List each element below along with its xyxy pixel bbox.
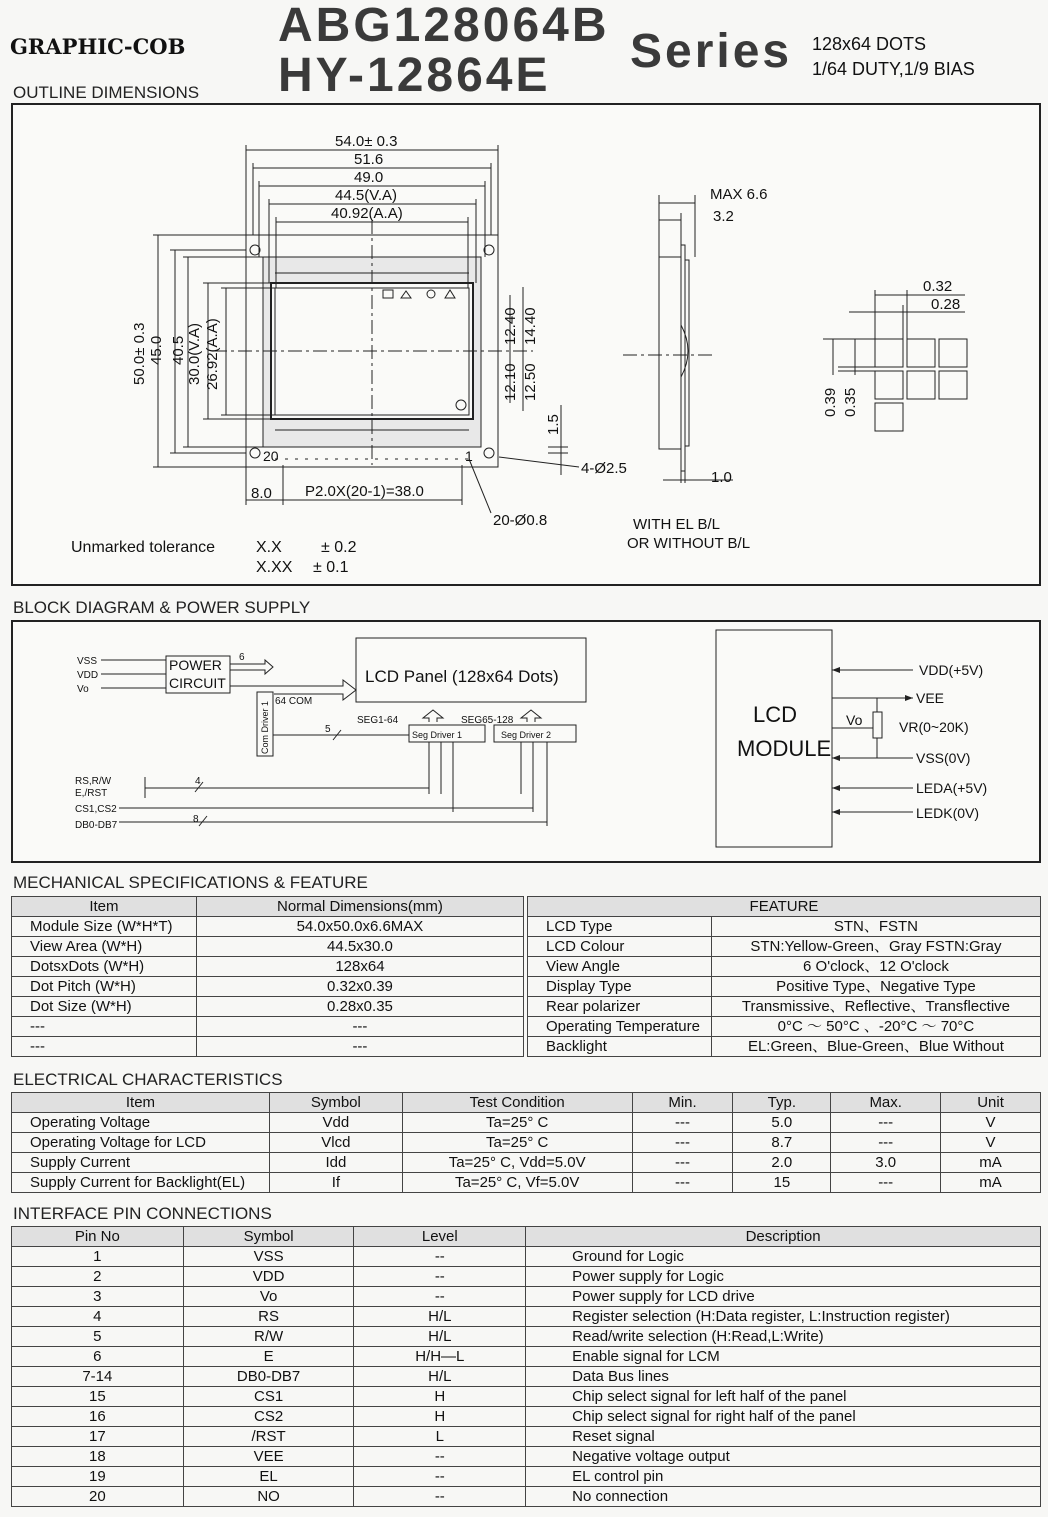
dim-12-10: 12.10	[502, 363, 519, 401]
elec-cell: 15	[733, 1173, 831, 1193]
iface-cell: DB0-DB7	[183, 1367, 354, 1387]
feature-cell: 0°C ～ 50°C 、-20°C ～ 70°C	[711, 1017, 1040, 1037]
power-vee-label: VEE	[916, 690, 945, 706]
elec-cell: Operating Voltage for LCD	[12, 1133, 270, 1153]
power-ledk-label: LEDK(0V)	[916, 805, 980, 821]
table-header-row	[12, 1227, 1041, 1247]
iface-cell: 2	[12, 1267, 184, 1287]
pin-rsrw-label: RS,R/W	[75, 776, 112, 787]
series-label: Series	[630, 25, 793, 78]
seg-driver-1-label: Seg Driver 1	[412, 730, 463, 740]
mech-cell: DotsxDots (W*H)	[12, 957, 197, 977]
iface-cell: --	[354, 1267, 526, 1287]
iface-cell: 18	[12, 1447, 184, 1467]
block-diagram	[13, 622, 1039, 861]
table-row	[12, 1307, 1041, 1327]
mech-cell: View Area (W*H)	[12, 937, 197, 957]
elec-cell: ---	[632, 1153, 733, 1173]
section-title-elec: ELECTRICAL CHARACTERISTICS	[13, 1070, 283, 1089]
mech-cell: Dot Pitch (W*H)	[12, 977, 197, 997]
elec-cell: V	[941, 1133, 1041, 1153]
feature-table	[527, 896, 1041, 1057]
table-row	[12, 977, 524, 997]
table-header-row	[12, 897, 524, 917]
iface-cell: Reset signal	[526, 1427, 1041, 1447]
elec-cell: If	[269, 1173, 402, 1193]
iface-cell: Data Bus lines	[526, 1367, 1041, 1387]
elec-cell: ---	[632, 1133, 733, 1153]
table-row	[12, 1113, 1041, 1133]
dim-width-44: 44.5(V.A)	[335, 187, 397, 204]
mech-cell: 0.32x0.39	[196, 977, 523, 997]
tolerance-label: Unmarked tolerance	[71, 539, 216, 556]
tolerance-xxx-value: ± 0.1	[313, 559, 349, 576]
dim-8-0: 8.0	[251, 485, 272, 502]
iface-cell: CS2	[183, 1407, 354, 1427]
elec-cell: 3.0	[831, 1153, 941, 1173]
feature-cell: Operating Temperature	[528, 1017, 712, 1037]
iface-cell: /RST	[183, 1427, 354, 1447]
brand-name: GRAPHIC-COB	[10, 34, 186, 59]
mech-cell: 54.0x50.0x6.6MAX	[196, 917, 523, 937]
elec-cell: ---	[831, 1173, 941, 1193]
iface-cell: L	[354, 1427, 526, 1447]
elec-cell: mA	[941, 1173, 1041, 1193]
mech-cell: Module Size (W*H*T)	[12, 917, 197, 937]
lcd-panel-label: LCD Panel (128x64 Dots)	[365, 667, 559, 686]
pin-erst-label: E,/RST	[75, 788, 108, 799]
power-leda-label: LEDA(+5V)	[916, 780, 988, 796]
mech-cell: 128x64	[196, 957, 523, 977]
table-row	[12, 1267, 1041, 1287]
lcd-module-label-2: MODULE	[737, 736, 832, 761]
feature-header: FEATURE	[528, 897, 1041, 917]
tolerance-xxx: X.XX	[256, 559, 293, 576]
feature-cell: 6 O'clock、12 O'clock	[711, 957, 1040, 977]
iface-header-cell: Symbol	[183, 1227, 354, 1247]
feature-cell: LCD Colour	[528, 937, 712, 957]
bus-4-label: 4	[195, 776, 201, 787]
dim-dot-0-28: 0.28	[931, 296, 961, 313]
elec-header-cell: Unit	[941, 1093, 1041, 1113]
spec-dots: 128x64 DOTS	[812, 34, 927, 54]
table-row	[12, 1153, 1041, 1173]
iface-cell: 16	[12, 1407, 184, 1427]
el-note-2: OR WITHOUT B/L	[627, 535, 751, 552]
table-row	[528, 1017, 1041, 1037]
feature-cell: Backlight	[528, 1037, 712, 1057]
power-vss-label: VSS(0V)	[916, 750, 971, 766]
dim-pins: 20-Ø0.8	[493, 512, 548, 529]
elec-header-cell: Test Condition	[402, 1093, 632, 1113]
iface-cell: Register selection (H:Data register, L:Instruction register)	[526, 1307, 1041, 1327]
dim-pitch: P2.0X(20-1)=38.0	[305, 483, 424, 500]
dim-height-26: 26.92(A.A)	[204, 318, 221, 390]
table-row	[528, 1037, 1041, 1057]
elec-cell: Supply Current for Backlight(EL)	[12, 1173, 270, 1193]
table-row	[528, 977, 1041, 997]
pin-vo-label: Vo	[77, 684, 89, 695]
iface-cell: 7-14	[12, 1367, 184, 1387]
iface-cell: CS1	[183, 1387, 354, 1407]
dim-height-45: 45.0	[148, 335, 165, 365]
dim-width-51: 51.6	[354, 151, 384, 168]
elec-cell: Ta=25° C, Vf=5.0V	[402, 1173, 632, 1193]
dim-12-50: 12.50	[522, 363, 539, 401]
elec-cell: Vlcd	[269, 1133, 402, 1153]
iface-cell: 17	[12, 1427, 184, 1447]
table-row	[528, 997, 1041, 1017]
section-title-block: BLOCK DIAGRAM & POWER SUPPLY	[13, 598, 311, 617]
table-row	[12, 1407, 1041, 1427]
elec-cell: ---	[831, 1133, 941, 1153]
elec-cell: Ta=25° C, Vdd=5.0V	[402, 1153, 632, 1173]
feature-cell: STN、FSTN	[711, 917, 1040, 937]
table-row	[12, 917, 524, 937]
iface-cell: 4	[12, 1307, 184, 1327]
table-row	[12, 997, 524, 1017]
power-vo-label: Vo	[846, 712, 863, 728]
seg-driver-2-label: Seg Driver 2	[501, 730, 552, 740]
elec-cell: Supply Current	[12, 1153, 270, 1173]
iface-cell: VDD	[183, 1267, 354, 1287]
mech-header-item: Item	[12, 897, 197, 917]
el-note-1: WITH EL B/L	[633, 516, 720, 533]
dim-1-5: 1.5	[545, 414, 562, 435]
dim-dot-0-39: 0.39	[822, 387, 839, 417]
section-title-outline: OUTLINE DIMENSIONS	[13, 83, 200, 102]
mech-cell: ---	[196, 1017, 523, 1037]
seg-1-64-label: SEG1-64	[357, 715, 399, 726]
dim-holes: 4-Ø2.5	[581, 460, 627, 477]
pin-20-label: 20	[263, 448, 279, 464]
elec-header-cell: Min.	[632, 1093, 733, 1113]
iface-cell: Enable signal for LCM	[526, 1347, 1041, 1367]
iface-header-cell: Description	[526, 1227, 1041, 1247]
iface-cell: EL	[183, 1467, 354, 1487]
feature-cell: Display Type	[528, 977, 712, 997]
table-row	[12, 957, 524, 977]
table-row	[12, 1447, 1041, 1467]
table-row	[12, 1173, 1041, 1193]
mechanical-spec-table	[11, 896, 524, 1057]
iface-cell: H/L	[354, 1327, 526, 1347]
table-row	[12, 1133, 1041, 1153]
table-row	[528, 957, 1041, 977]
mech-cell: Dot Size (W*H)	[12, 997, 197, 1017]
elec-cell: ---	[632, 1173, 733, 1193]
iface-cell: H/H—L	[354, 1347, 526, 1367]
dim-1-0: 1.0	[711, 469, 732, 486]
iface-cell: 1	[12, 1247, 184, 1267]
bus-6-label: 6	[239, 652, 245, 663]
elec-cell: ---	[632, 1113, 733, 1133]
table-row	[12, 1347, 1041, 1367]
iface-cell: --	[354, 1487, 526, 1507]
interface-pin-table	[11, 1226, 1041, 1507]
bus-8-label: 8	[193, 814, 199, 825]
iface-cell: 15	[12, 1387, 184, 1407]
iface-cell: VEE	[183, 1447, 354, 1467]
mech-cell: ---	[12, 1037, 197, 1057]
section-title-iface: INTERFACE PIN CONNECTIONS	[13, 1204, 272, 1223]
iface-cell: E	[183, 1347, 354, 1367]
elec-header-cell: Item	[12, 1093, 270, 1113]
elec-cell: Vdd	[269, 1113, 402, 1133]
iface-cell: Chip select signal for right half of the panel	[526, 1407, 1041, 1427]
mech-header-dimensions: Normal Dimensions(mm)	[196, 897, 523, 917]
power-circuit-label-2: CIRCUIT	[169, 675, 226, 691]
bus-5-label: 5	[325, 724, 331, 735]
table-row	[12, 1367, 1041, 1387]
table-row	[12, 1487, 1041, 1507]
table-row	[528, 937, 1041, 957]
dim-width-49: 49.0	[354, 169, 384, 186]
dim-width-54: 54.0± 0.3	[335, 133, 398, 150]
table-row	[12, 1327, 1041, 1347]
feature-cell: Transmissive、Reflective、Transflective	[711, 997, 1040, 1017]
elec-cell: 2.0	[733, 1153, 831, 1173]
pin-vdd-label: VDD	[77, 670, 99, 681]
iface-cell: H/L	[354, 1367, 526, 1387]
outline-drawing	[13, 105, 1039, 584]
dim-dot-0-35: 0.35	[842, 387, 859, 417]
table-row	[12, 1037, 524, 1057]
iface-cell: H/L	[354, 1307, 526, 1327]
iface-header-cell: Level	[354, 1227, 526, 1247]
elec-cell: Ta=25° C	[402, 1133, 632, 1153]
elec-cell: Ta=25° C	[402, 1113, 632, 1133]
iface-cell: R/W	[183, 1327, 354, 1347]
iface-cell: VSS	[183, 1247, 354, 1267]
iface-cell: H	[354, 1387, 526, 1407]
seg-65-128-label: SEG65-128	[461, 715, 514, 726]
feature-cell: LCD Type	[528, 917, 712, 937]
dim-max-6-6: MAX 6.6	[710, 186, 768, 203]
mech-cell: ---	[196, 1037, 523, 1057]
elec-cell: ---	[831, 1113, 941, 1133]
model-number-2: HY-12864E	[278, 49, 551, 102]
elec-cell: Operating Voltage	[12, 1113, 270, 1133]
power-circuit-label-1: POWER	[169, 657, 222, 673]
mech-cell: ---	[12, 1017, 197, 1037]
dim-dot-0-32: 0.32	[923, 278, 953, 295]
spec-duty: 1/64 DUTY,1/9 BIAS	[812, 59, 975, 79]
iface-cell: Power supply for Logic	[526, 1267, 1041, 1287]
block-diagram-frame	[11, 620, 1041, 863]
iface-cell: NO	[183, 1487, 354, 1507]
feature-cell: Rear polarizer	[528, 997, 712, 1017]
elec-header-cell: Symbol	[269, 1093, 402, 1113]
model-number-1: ABG128064B	[278, 0, 610, 52]
elec-header-cell: Typ.	[733, 1093, 831, 1113]
outline-drawing-frame	[11, 103, 1041, 586]
power-vr-label: VR(0~20K)	[899, 719, 969, 735]
section-title-mech: MECHANICAL SPECIFICATIONS & FEATURE	[13, 873, 368, 892]
iface-cell: --	[354, 1247, 526, 1267]
iface-cell: 19	[12, 1467, 184, 1487]
com-driver-label: Com Driver 1	[260, 700, 270, 754]
iface-cell: Chip select signal for left half of the panel	[526, 1387, 1041, 1407]
feature-cell: EL:Green、Blue-Green、Blue Without	[711, 1037, 1040, 1057]
dim-height-50: 50.0± 0.3	[131, 322, 148, 385]
iface-header-cell: Pin No	[12, 1227, 184, 1247]
elec-cell: V	[941, 1113, 1041, 1133]
iface-cell: 3	[12, 1287, 184, 1307]
iface-cell: 20	[12, 1487, 184, 1507]
tolerance-xx: X.X	[256, 539, 282, 556]
iface-cell: --	[354, 1467, 526, 1487]
iface-cell: No connection	[526, 1487, 1041, 1507]
dim-height-40: 40.5	[170, 335, 187, 365]
elec-cell: Idd	[269, 1153, 402, 1173]
dim-14-40: 14.40	[522, 307, 539, 345]
elec-cell: 5.0	[733, 1113, 831, 1133]
lcd-module-label-1: LCD	[753, 702, 798, 727]
table-row	[12, 1427, 1041, 1447]
elec-cell: 8.7	[733, 1133, 831, 1153]
dim-width-40: 40.92(A.A)	[331, 205, 403, 222]
table-row	[12, 937, 524, 957]
pin-db-label: DB0-DB7	[75, 820, 118, 831]
mech-cell: 0.28x0.35	[196, 997, 523, 1017]
elec-cell: mA	[941, 1153, 1041, 1173]
feature-cell: View Angle	[528, 957, 712, 977]
iface-cell: H	[354, 1407, 526, 1427]
table-header-row	[12, 1093, 1041, 1113]
elec-header-cell: Max.	[831, 1093, 941, 1113]
electrical-table	[11, 1092, 1041, 1193]
dim-height-30: 30.0(V.A)	[186, 323, 203, 385]
table-row	[12, 1017, 524, 1037]
iface-cell: RS	[183, 1307, 354, 1327]
power-vdd-label: VDD(+5V)	[919, 662, 984, 678]
iface-cell: 5	[12, 1327, 184, 1347]
com-64-label: 64 COM	[275, 696, 313, 707]
feature-cell: Positive Type、Negative Type	[711, 977, 1040, 997]
tolerance-xx-value: ± 0.2	[321, 539, 357, 556]
pin-1-label: 1	[465, 448, 473, 464]
dim-3-2: 3.2	[713, 208, 734, 225]
iface-cell: Negative voltage output	[526, 1447, 1041, 1467]
iface-cell: EL control pin	[526, 1467, 1041, 1487]
table-row	[12, 1387, 1041, 1407]
mech-cell: 44.5x30.0	[196, 937, 523, 957]
iface-cell: 6	[12, 1347, 184, 1367]
iface-cell: Ground for Logic	[526, 1247, 1041, 1267]
iface-cell: Vo	[183, 1287, 354, 1307]
table-row	[12, 1287, 1041, 1307]
table-row	[12, 1247, 1041, 1267]
dim-12-40: 12.40	[502, 307, 519, 345]
feature-cell: STN:Yellow-Green、Gray FSTN:Gray	[711, 937, 1040, 957]
pin-vss-label: VSS	[77, 656, 98, 667]
iface-cell: --	[354, 1287, 526, 1307]
iface-cell: Power supply for LCD drive	[526, 1287, 1041, 1307]
table-header-row	[528, 897, 1041, 917]
iface-cell: Read/write selection (H:Read,L:Write)	[526, 1327, 1041, 1347]
iface-cell: --	[354, 1447, 526, 1467]
table-row	[528, 917, 1041, 937]
pin-cs-label: CS1,CS2	[75, 804, 117, 815]
table-row	[12, 1467, 1041, 1487]
